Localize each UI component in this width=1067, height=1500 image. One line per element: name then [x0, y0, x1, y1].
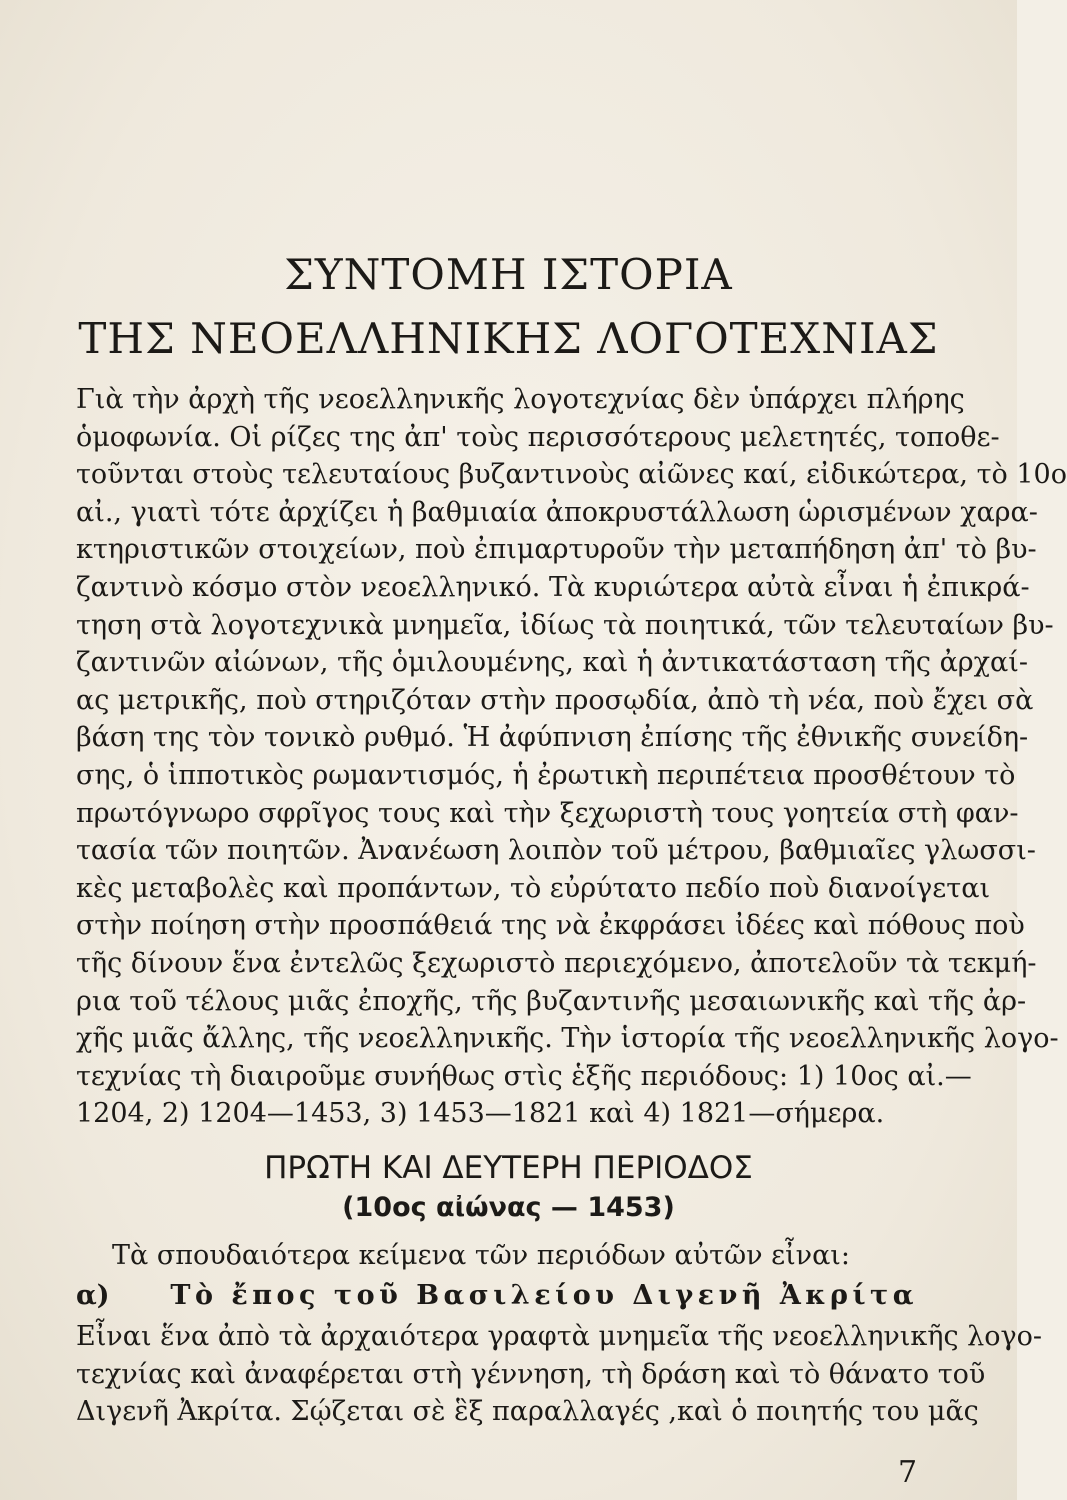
page-title-line-1: ΣΥΝΤΟΜΗ ΙΣΤΟΡΙΑ: [284, 250, 733, 299]
text-line: βάση της τὸν τονικὸ ρυθμό. Ἡ ἀφύπνιση ἐπίσης τῆς ἐθνικῆς συνείδη-: [76, 722, 1029, 754]
text-line: πρωτόγνωρο σφρῖγος τους καὶ τὴν ξεχωριστὴ τους γοητεία στὴ φαν-: [76, 797, 1019, 829]
section-heading: ΠΡΩΤΗ ΚΑΙ ΔΕΥΤΕΡΗ ΠΕΡΙΟΔΟΣ: [264, 1150, 753, 1186]
page-title-line-2: ΤΗΣ ΝΕΟΕΛΛΗΝΙΚΗΣ ΛΟΓΟΤΕΧΝΙΑΣ: [78, 314, 939, 363]
text-line: 1204, 2) 1204—1453, 3) 1453—1821 καὶ 4) 1821—σήμερα.: [76, 1098, 885, 1130]
text-line: τασία τῶν ποιητῶν. Ἀνανέωση λοιπὸν τοῦ μέτρου, βαθμιαῖες γλωσσι-: [76, 835, 1036, 867]
text-line: ζαντινῶν αἰώνων, τῆς ὁμιλουμένης, καὶ ἡ ἀντικατάσταση τῆς ἀρχαί-: [76, 647, 1028, 679]
text-line: κτηριστικῶν στοιχείων, ποὺ ἐπιμαρτυροῦν τὴν μεταπήδηση ἀπ' τὸ βυ-: [76, 534, 1037, 566]
text-line: σης, ὁ ἱπποτικὸς ρωμαντισμός, ἡ ἐρωτικὴ περιπέτεια προσθέτουν τὸ: [76, 759, 1016, 791]
text-line: αἰ., γιατὶ τότε ἀρχίζει ἡ βαθμιαία ἀποκρυστάλλωση ὡρισμένων χαρα-: [76, 496, 1038, 528]
text-line: τεχνίας τὴ διαιροῦμε συνήθως στὶς ἑξῆς περιόδους: 1) 10ος αἰ.—: [76, 1060, 972, 1092]
text-line: Εἶναι ἕνα ἀπὸ τὰ ἀρχαιότερα γραφτὰ μνημεῖα τῆς νεοελληνικῆς λογο-: [76, 1321, 1043, 1352]
text-line: ὁμοφωνία. Οἱ ρίζες της ἀπ' τοὺς περισσότερους μελετητές, τοποθε-: [76, 421, 1000, 453]
text-line: ας μετρικῆς, ποὺ στηριζόταν στὴν προσῳδία, ἀπὸ τὴ νέα, ποὺ ἔχει σὰ: [76, 684, 1034, 716]
text-line: χῆς μιᾶς ἄλλης, τῆς νεοελληνικῆς. Τὴν ἱστορία τῆς νεοελληνικῆς λογο-: [76, 1023, 1059, 1055]
text-line: κὲς μεταβολὲς καὶ προπάντων, τὸ εὐρύτατο πεδίο ποὺ διανοίγεται: [76, 872, 991, 904]
lead-sentence: Τὰ σπουδαιότερα κείμενα τῶν περιόδων αὐτῶν εἶναι:: [112, 1240, 850, 1271]
text-line: ρια τοῦ τέλους μιᾶς ἐποχῆς, τῆς βυζαντινῆς μεσαιωνικῆς καὶ τῆς ἀρ-: [76, 985, 1027, 1017]
text-line: τῆς δίνουν ἕνα ἐντελῶς ξεχωριστὸ περιεχόμενο, ἀποτελοῦν τὰ τεκμή-: [76, 947, 1037, 979]
text-line: στὴν ποίηση στὴν προσπάθειά της νὰ ἐκφράσει ἰδέες καὶ πόθους ποὺ: [76, 910, 1025, 942]
text-line: Γιὰ τὴν ἀρχὴ τῆς νεοελληνικῆς λογοτεχνίας δὲν ὑπάρχει πλήρης: [76, 384, 965, 415]
text-line: τηση στὰ λογοτεχνικὰ μνημεῖα, ἰδίως τὰ ποιητικά, τῶν τελευταίων βυ-: [76, 609, 1054, 641]
item-heading: [76, 1280, 918, 1311]
item-paragraph: [76, 1318, 1043, 1431]
item-label: α): [76, 1280, 110, 1311]
text-line: τεχνίας καὶ ἀναφέρεται στὴ γέννηση, τὴ δράση καὶ τὸ θάνατο τοῦ: [76, 1358, 986, 1390]
section-subheading: (10ος αἰώνας — 1453): [342, 1192, 675, 1223]
intro-paragraph: [76, 381, 1067, 1133]
text-line: ζαντινὸ κόσμο στὸν νεοελληνικό. Τὰ κυριώτερα αὐτὰ εἶναι ἡ ἐπικρά-: [76, 571, 1030, 603]
page-number: 7: [898, 1455, 918, 1490]
text-line: τοῦνται στοὺς τελευταίους βυζαντινοὺς αἰῶνες καί, εἰδικώτερα, τὸ 10ο: [76, 459, 1067, 491]
item-title: Τὸ ἔπος τοῦ Βασιλείου Διγενῆ Ἀκρίτα: [170, 1280, 918, 1311]
text-line: Διγενῆ Ἀκρίτα. Σῴζεται σὲ ἓξ παραλλαγές ,καὶ ὁ ποιητής του μᾶς: [76, 1396, 979, 1428]
